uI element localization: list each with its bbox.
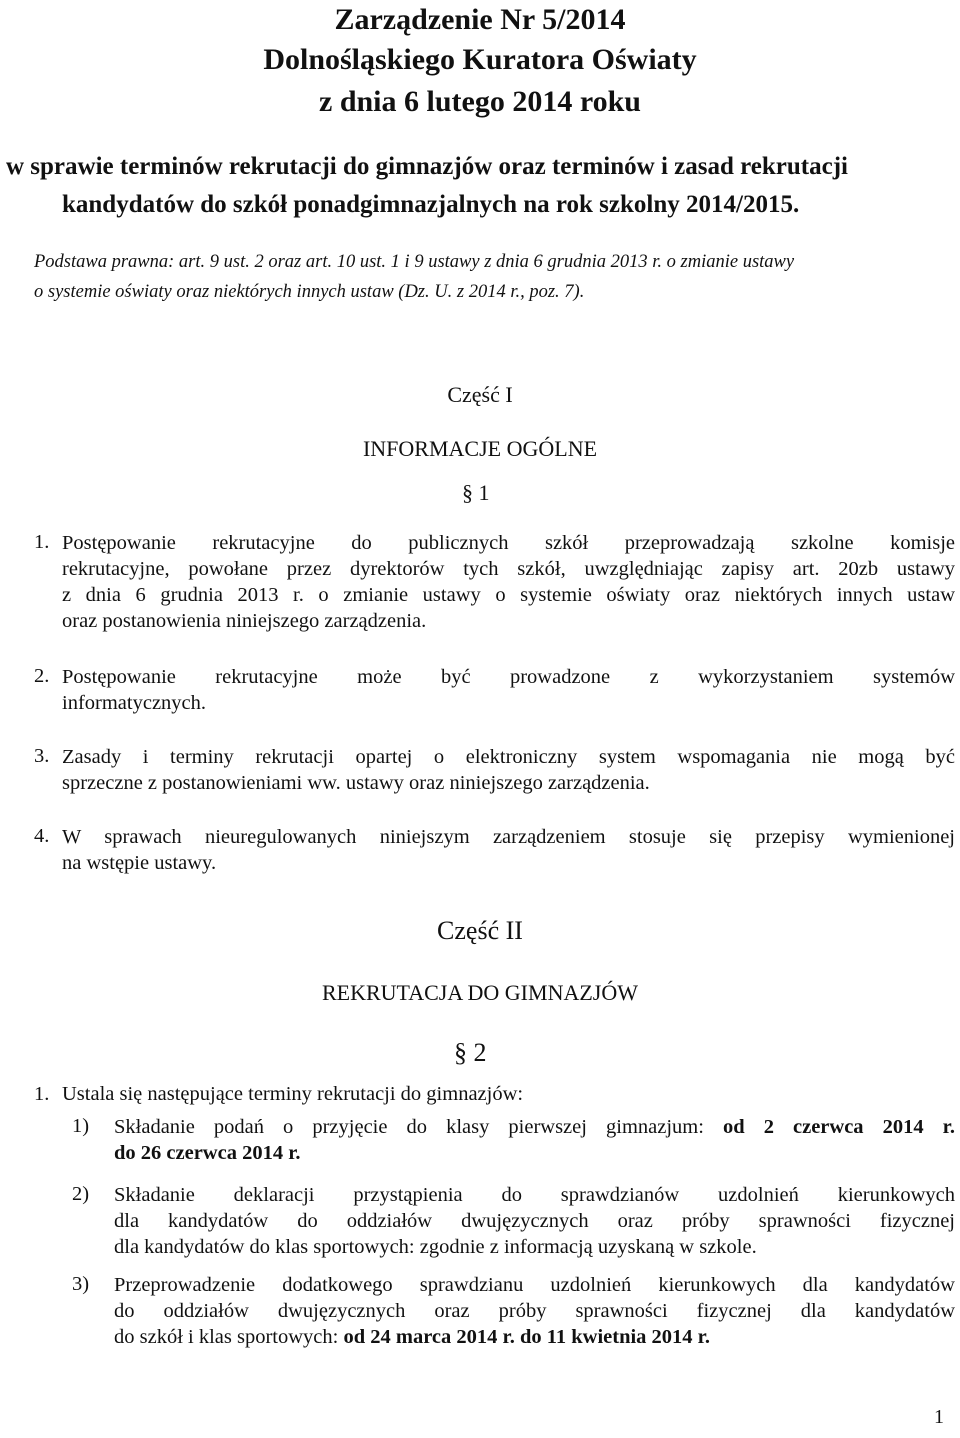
- sub-item-number: 3): [72, 1273, 90, 1295]
- date-range-end: do 26 czerwca 2014 r.: [114, 1142, 301, 1164]
- sub-item-number: 2): [72, 1183, 90, 1205]
- item-number: 2.: [34, 665, 50, 687]
- paragraph-line: informatycznych.: [62, 692, 207, 714]
- section-2-mark: § 2: [454, 1038, 487, 1067]
- paragraph-line: [114, 1114, 955, 1140]
- legal-basis-line-2: o systemie oświaty oraz niektórych innych ustaw (Dz. U. z 2014 r., poz. 7).: [34, 282, 585, 302]
- paragraph-line: Postępowanie rekrutacyjne do publicznych szkół przeprowadzają szkolne komisje: [62, 532, 955, 554]
- paragraph-line: rekrutacyjne, powołane przez dyrektorów tych szkół, uwzględniając zapisy art. 20zb ustawy: [62, 558, 955, 580]
- paragraph-line: Zasady i terminy rekrutacji opartej o elektroniczny system wspomagania nie mogą być: [62, 746, 955, 768]
- document-title-line-2: Dolnośląskiego Kuratora Oświaty: [263, 43, 697, 76]
- part-1-title: INFORMACJE OGÓLNE: [362, 436, 598, 461]
- subject-line-1: w sprawie terminów rekrutacji do gimnazjów oraz terminów i zasad rekrutacji: [6, 153, 848, 180]
- sub-item-2: [114, 1182, 955, 1260]
- part-1-heading: Część I: [447, 382, 513, 407]
- item-number: 3.: [34, 745, 50, 767]
- paragraph-line: [114, 1324, 955, 1350]
- document-title-line-1: Zarządzenie Nr 5/2014: [334, 3, 626, 36]
- paragraph-1-1: [62, 530, 955, 634]
- sub-item-number: 1): [72, 1115, 90, 1137]
- document-title-line-3: z dnia 6 lutego 2014 roku: [319, 85, 641, 118]
- paragraph-line: Postępowanie rekrutacyjne może być prowadzone z wykorzystaniem systemów: [62, 666, 955, 688]
- page-number: 1: [934, 1406, 944, 1428]
- paragraph-line: sprzeczne z postanowieniami ww. ustawy oraz niniejszego zarządzenia.: [62, 772, 650, 794]
- sub-item-3: [114, 1272, 955, 1350]
- section-1-mark: § 1: [462, 480, 490, 505]
- part-2-heading: Część II: [437, 916, 523, 945]
- sub-item-text: Składanie podań o przyjęcie do klasy pierwszej gimnazjum:: [114, 1116, 723, 1138]
- part-2-title: REKRUTACJA DO GIMNAZJÓW: [321, 980, 638, 1005]
- paragraph-1-4: [62, 824, 955, 876]
- paragraph-line: dla kandydatów do klas sportowych: zgodnie z informacją uzyskaną w szkole.: [114, 1236, 757, 1258]
- item-number: 1.: [34, 531, 50, 553]
- legal-basis-line-1: Podstawa prawna: art. 9 ust. 2 oraz art. 10 ust. 1 i 9 ustawy z dnia 6 grudnia 2013 r. o zmianie ustawy: [34, 252, 795, 272]
- paragraph-line: z dnia 6 grudnia 2013 r. o zmianie ustawy o systemie oświaty oraz niektórych innych ustaw: [62, 584, 955, 606]
- paragraph-2-1: Ustala się następujące terminy rekrutacji do gimnazjów:: [62, 1083, 524, 1105]
- paragraph-line: oraz postanowienia niniejszego zarządzenia.: [62, 610, 427, 632]
- paragraph-line: do oddziałów dwujęzycznych oraz próby sprawności fizycznej dla kandydatów: [114, 1300, 955, 1322]
- date-range-start: od 2 czerwca 2014 r.: [722, 1116, 955, 1138]
- paragraph-line: dla kandydatów do oddziałów dwujęzycznych oraz próby sprawności fizycznej: [114, 1210, 955, 1232]
- paragraph-1-2: [62, 664, 955, 716]
- paragraph-line: Składanie deklaracji przystąpienia do sprawdzianów uzdolnień kierunkowych: [114, 1184, 955, 1206]
- sub-item-1: [114, 1114, 955, 1166]
- date-range: od 24 marca 2014 r. do 11 kwietnia 2014 r.: [343, 1326, 711, 1348]
- subject-line-2: kandydatów do szkół ponadgimnazjalnych na rok szkolny 2014/2015.: [62, 191, 800, 218]
- sub-item-text: do szkół i klas sportowych:: [114, 1326, 344, 1348]
- paragraph-line: W sprawach nieuregulowanych niniejszym zarządzeniem stosuje się przepisy wymienionej: [62, 826, 955, 848]
- item-number: 1.: [34, 1083, 50, 1105]
- paragraph-1-3: [62, 744, 955, 796]
- paragraph-line: na wstępie ustawy.: [62, 852, 217, 874]
- paragraph-line: Przeprowadzenie dodatkowego sprawdzianu uzdolnień kierunkowych dla kandydatów: [114, 1274, 955, 1296]
- item-number: 4.: [34, 825, 50, 847]
